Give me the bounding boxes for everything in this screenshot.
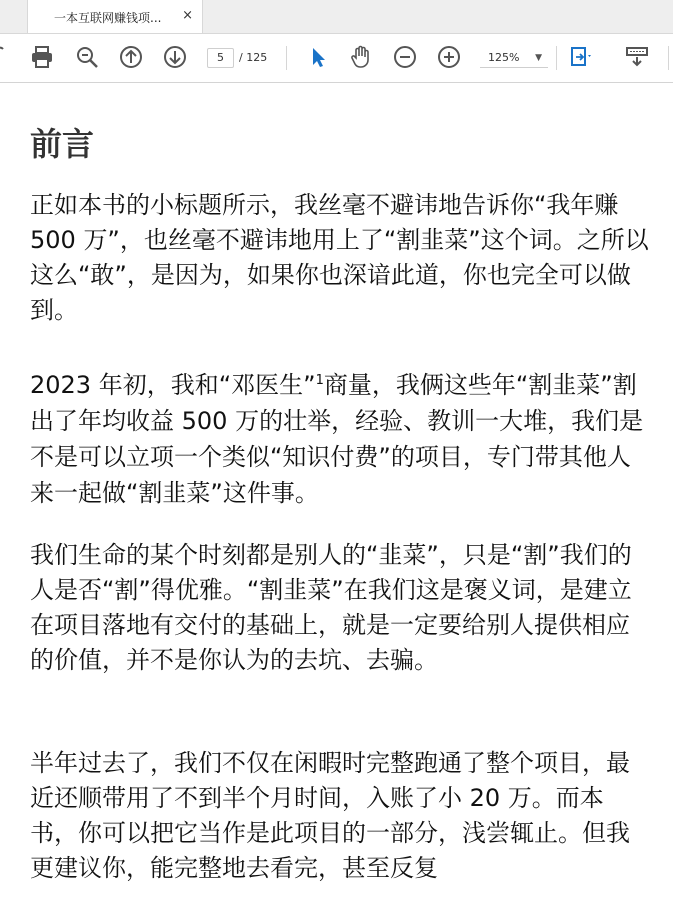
zoom-level-select[interactable] [480,48,548,68]
print-icon[interactable] [29,44,55,70]
toolbar [0,34,673,83]
toolbar-divider [668,46,669,70]
zoom-level-value: 125% [488,51,520,64]
hand-tool-icon[interactable] [348,44,374,70]
tab-title: 一本互联网赚钱项... [54,11,162,25]
scroll-mode-icon[interactable] [624,44,650,70]
zoom-out-icon[interactable] [392,44,418,70]
page-title: 前言 [30,125,95,163]
footnote-marker[interactable]: 1 [315,373,324,388]
zoom-search-icon[interactable] [74,44,100,70]
paragraph-2-body: 商量，我俩这些年“割韭菜”割出了年均收益 500 万的壮举，经验、教训一大堆，我们是不是可以立项一个类似“知识付费”的项目，专门带其他人来一起做“割韭菜”这件事。 [30,371,644,507]
document-tab[interactable] [27,0,203,33]
paragraph-2 [30,363,650,511]
chevron-down-icon: ▼ [535,53,542,63]
paragraph-2-lead: 2023 年初，我和“邓医生” [30,371,316,399]
toolbar-divider [556,46,557,70]
page-down-icon[interactable] [162,44,188,70]
toolbar-divider [286,46,287,70]
zoom-in-icon[interactable] [436,44,462,70]
select-cursor-icon[interactable] [305,44,331,70]
paragraph-1: 正如本书的小标题所示，我丝毫不避讳地告诉你“我年赚 500 万”，也丝毫不避讳地用上了“割韭菜”这个词。之所以这么“敢”，是因为，如果你也深谙此道，你也完全可以做到。 [30,191,649,324]
page-total: / 125 [239,51,268,64]
paragraph-4: 半年过去了，我们不仅在闲暇时完整跑通了整个项目，最近还顺带用了不到半个月时间，入账了小 20 万。而本书，你可以把它当作是此项目的一部分，浅尝辄止。但我更建议你，能完整地去看完，甚至反复 [30,749,630,882]
page-up-icon[interactable] [118,44,144,70]
fit-page-icon[interactable] [568,44,594,70]
document-page [0,83,673,911]
tab-bar [0,0,673,34]
link-icon[interactable] [0,44,16,70]
close-icon[interactable]: × [182,8,193,23]
paragraph-3: 我们生命的某个时刻都是别人的“韭菜”，只是“割”我们的人是否“割”得优雅。“割韭菜”在我们这是褒义词，是建立在项目落地有交付的基础上，就是一定要给别人提供相应的价值，并不是你认为的去坑、去骗。 [30,541,632,674]
page-number-input[interactable]: 5 [207,48,234,68]
